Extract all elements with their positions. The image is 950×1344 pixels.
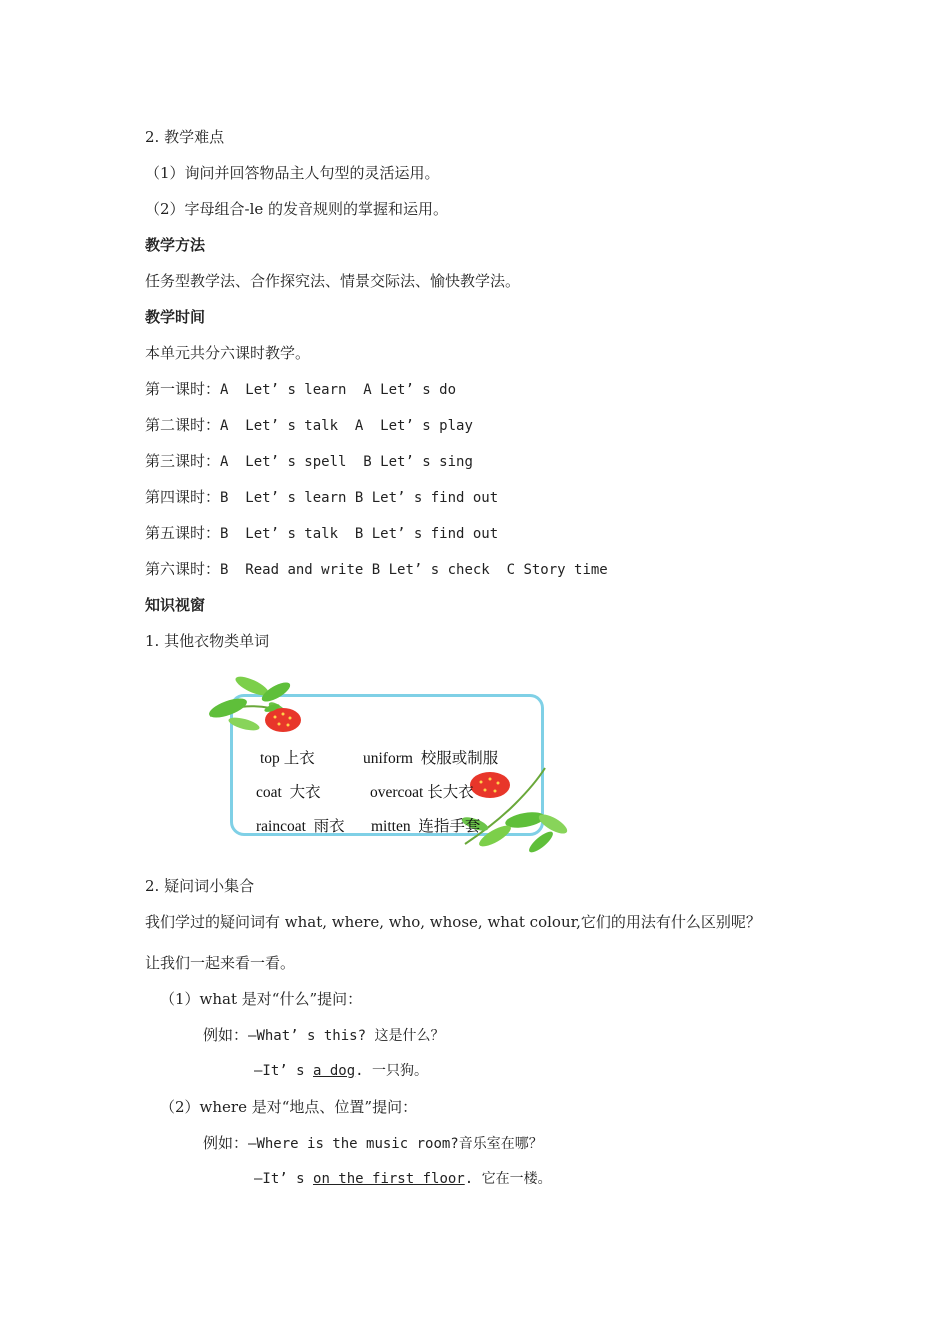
methods-text: 任务型教学法、合作探究法、情景交际法、愉快教学法。 — [145, 272, 521, 290]
lesson-content: B Let’ s learn B Let’ s find out — [220, 490, 499, 506]
vocab-item: mitten 连指手套 — [371, 818, 481, 835]
lesson-content: B Let’ s talk B Let’ s find out — [220, 526, 499, 542]
vocab-subheading: 1. 其他衣物类单词 — [145, 632, 270, 650]
time-heading: 教学时间 — [145, 308, 206, 326]
difficulty-item: （1）询问并回答物品主人句型的灵活运用。 — [145, 164, 440, 182]
what-example-a: —It’ s a dog. 一只狗。 — [254, 1063, 429, 1079]
vocab-figure — [200, 672, 580, 856]
lesson-label: 第二课时： — [145, 416, 221, 434]
lesson-content: A Let’ s learn A Let’ s do — [220, 382, 457, 398]
lesson-row — [145, 379, 456, 400]
lesson-label: 第六课时： — [145, 560, 221, 578]
vocab-item: overcoat 长大衣 — [370, 784, 474, 801]
difficulties-heading: 2. 教学难点 — [145, 128, 225, 146]
vocab-item: uniform 校服或制服 — [363, 750, 499, 767]
where-example-q: 例如：—Where is the music room?音乐室在哪？ — [203, 1134, 543, 1152]
difficulty-item: （2）字母组合-le 的发音规则的掌握和运用。 — [145, 200, 449, 218]
where-example-a: —It’ s on the first floor. 它在一楼。 — [254, 1171, 552, 1187]
lesson-row — [145, 523, 498, 544]
lesson-row — [145, 451, 473, 472]
lesson-label: 第一课时： — [145, 380, 221, 398]
lesson-row — [145, 559, 608, 580]
vocab-item: raincoat 雨衣 — [256, 818, 345, 835]
where-rule: （2）where 是对“地点、位置”提问： — [160, 1098, 418, 1116]
question-words-para: 让我们一起来看一看。 — [145, 954, 296, 972]
lesson-row — [145, 415, 473, 436]
vocab-item: top 上衣 — [260, 750, 315, 767]
lesson-content: B Read and write B Let’ s check C Story time — [220, 562, 608, 578]
knowledge-heading: 知识视窗 — [145, 596, 206, 614]
question-words-para: 我们学过的疑问词有 what, where, who, whose, what colour,它们的用法有什么区别呢？ — [145, 913, 761, 931]
what-example-q: 例如：—What’ s this? 这是什么？ — [203, 1026, 445, 1044]
lesson-label: 第五课时： — [145, 524, 221, 542]
vocab-item: coat 大衣 — [256, 784, 321, 801]
lesson-label: 第四课时： — [145, 488, 221, 506]
question-words-subheading: 2. 疑问词小集合 — [145, 877, 255, 895]
strawberry-icon — [262, 702, 304, 736]
lesson-label: 第三课时： — [145, 452, 221, 470]
lesson-content: A Let’ s spell B Let’ s sing — [220, 454, 473, 470]
lesson-content: A Let’ s talk A Let’ s play — [220, 418, 473, 434]
what-rule: （1）what 是对“什么”提问： — [160, 990, 363, 1008]
time-intro: 本单元共分六课时教学。 — [145, 344, 311, 362]
lesson-row — [145, 487, 498, 508]
methods-heading: 教学方法 — [145, 236, 206, 254]
